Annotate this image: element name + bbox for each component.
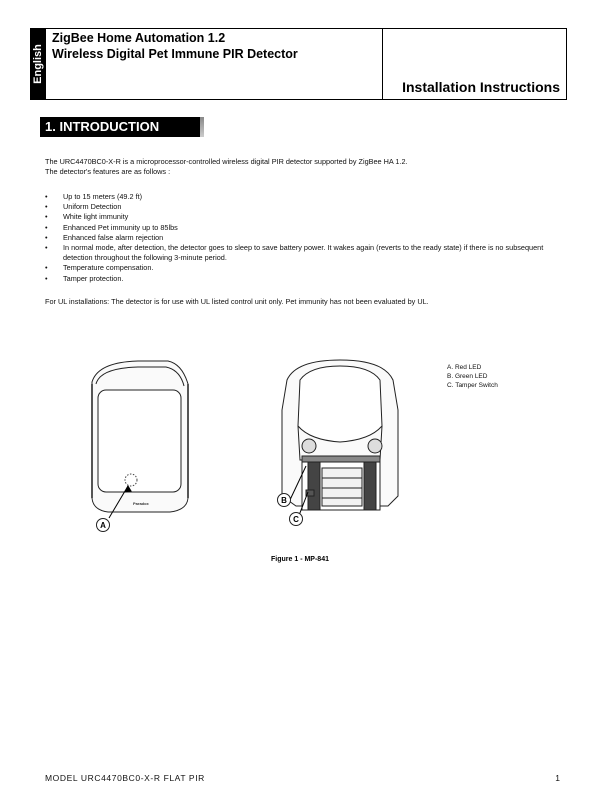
- figure-caption: Figure 1 - MP-841: [271, 556, 329, 563]
- list-item: • Enhanced Pet immunity up to 85lbs: [45, 223, 565, 233]
- list-item: • Uniform Detection: [45, 202, 565, 212]
- language-tab: [30, 28, 46, 100]
- detector-open-view: [282, 360, 398, 518]
- list-item: • Temperature compensation.: [45, 263, 565, 273]
- callout-b-label: B: [281, 496, 287, 505]
- detector-figure: [0, 340, 600, 550]
- list-item: • Enhanced false alarm rejection: [45, 233, 565, 243]
- intro-line: The URC4470BC0-X-R is a microprocessor-controlled wireless digital PIR detector supported by ZigBee HA 1.2.: [45, 157, 408, 166]
- list-item: • White light immunity: [45, 212, 565, 222]
- legend-item: A. Red LED: [447, 364, 482, 371]
- section-heading: 1. INTRODUCTION: [40, 117, 200, 137]
- doc-type-title: Installation Instructions: [402, 79, 560, 95]
- page-number: 1: [555, 773, 560, 783]
- legend-item: B. Green LED: [447, 373, 488, 380]
- footer-model: MODEL URC4470BC0-X-R FLAT PIR: [45, 773, 205, 783]
- language-label: English: [32, 44, 44, 84]
- legend-item: C. Tamper Switch: [447, 382, 498, 389]
- ul-note: For UL installations: The detector is for use with UL listed control unit only. Pet immunity has not been evaluated by UL.: [45, 297, 429, 306]
- svg-text:Paradox: Paradox: [133, 501, 149, 506]
- doc-title-line2: Wireless Digital Pet Immune PIR Detector: [52, 47, 298, 61]
- detector-front-view: [92, 361, 188, 518]
- intro-line: The detector's features are as follows :: [45, 167, 171, 177]
- header-divider: [382, 28, 383, 100]
- list-item: • Tamper protection.: [45, 274, 565, 284]
- callout-a-label: A: [100, 521, 106, 530]
- feature-list: [45, 192, 565, 284]
- intro-text: [45, 157, 565, 177]
- callout-c-label: C: [293, 515, 299, 524]
- figure-legend: [447, 363, 498, 390]
- doc-title-line1: ZigBee Home Automation 1.2: [52, 31, 226, 45]
- list-item: • Up to 15 meters (49.2 ft): [45, 192, 565, 202]
- list-item: • In normal mode, after detection, the detector goes to sleep to save battery power. It wakes again (reverts to the ready state) if there is no subsequent detection throughout the following 3-minute period.: [45, 243, 565, 263]
